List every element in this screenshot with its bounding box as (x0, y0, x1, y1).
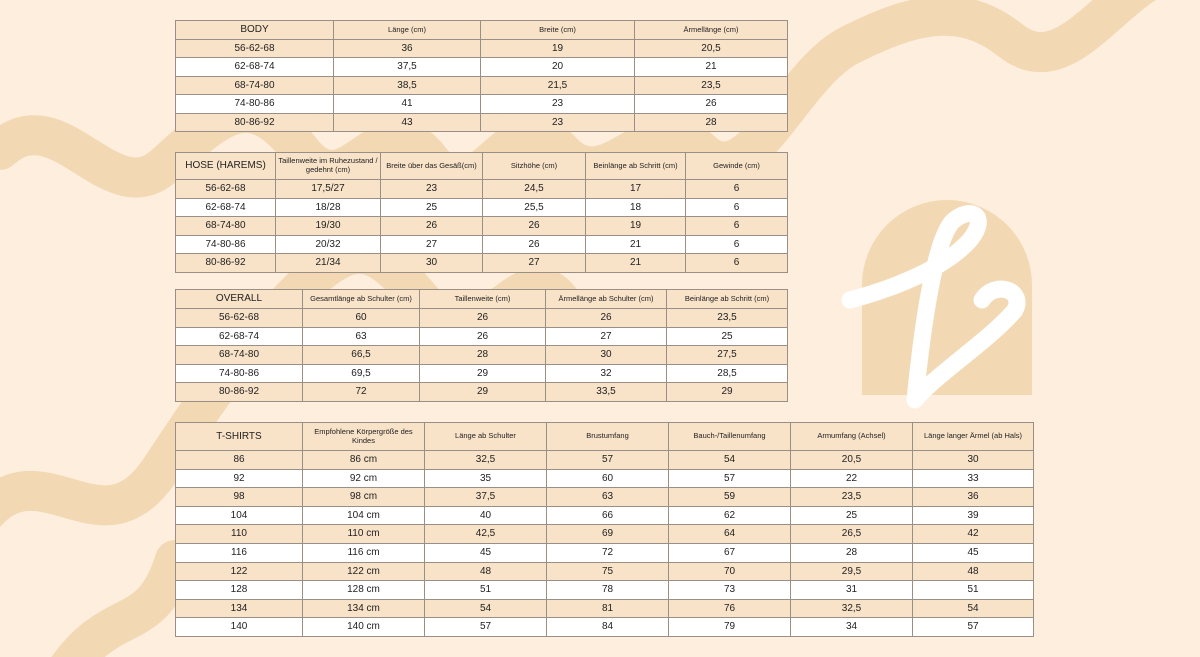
table-cell: 79 (669, 618, 791, 637)
table-header-cell: Sitzhöhe (cm) (483, 153, 586, 180)
table-cell: 23 (481, 95, 635, 113)
table-cell: 30 (546, 346, 667, 365)
size-label-cell: 74-80-86 (176, 235, 276, 254)
overall-size-table (175, 289, 788, 402)
table-cell: 48 (913, 562, 1034, 581)
table-row (176, 346, 788, 365)
table-row (176, 562, 1034, 581)
table-cell: 28 (420, 346, 546, 365)
size-label-cell: 62-68-74 (176, 198, 276, 217)
table-cell: 23,5 (635, 76, 788, 94)
size-label-cell: 74-80-86 (176, 364, 303, 383)
table-cell: 72 (547, 543, 669, 562)
table-cell: 67 (669, 543, 791, 562)
table-cell: 18/28 (276, 198, 381, 217)
table-header-row (176, 423, 1034, 451)
table-cell: 36 (334, 40, 481, 58)
table-cell: 26 (420, 309, 546, 328)
table-cell: 26 (483, 217, 586, 236)
table-header-cell: Empfohlene Körpergröße des Kindes (303, 423, 425, 451)
table-header-cell: Bauch-/Taillenumfang (669, 423, 791, 451)
table-cell: 27 (381, 235, 483, 254)
table-cell: 28 (635, 113, 788, 131)
table-cell: 72 (303, 383, 420, 402)
table-row (176, 327, 788, 346)
table-header-cell: Taillenweite im Ruhezustand / gedehnt (cm) (276, 153, 381, 180)
table-cell: 48 (425, 562, 547, 581)
table-row (176, 198, 788, 217)
table-cell: 69 (547, 525, 669, 544)
table-header-cell: Breite (cm) (481, 21, 635, 40)
table-header-cell: Ärmellänge ab Schulter (cm) (546, 290, 667, 309)
size-label-cell: 140 (176, 618, 303, 637)
table-cell: 24,5 (483, 180, 586, 199)
table-header-cell: Länge langer Ärmel (ab Hals) (913, 423, 1034, 451)
table-cell: 32,5 (791, 599, 913, 618)
table-cell: 104 cm (303, 506, 425, 525)
table-cell: 19 (481, 40, 635, 58)
tshirt-size-table (175, 422, 1034, 637)
size-label-cell: 56-62-68 (176, 180, 276, 199)
table-cell: 33,5 (546, 383, 667, 402)
table-cell: 29 (667, 383, 788, 402)
table-row (176, 254, 788, 273)
table-row (176, 235, 788, 254)
table-cell: 38,5 (334, 76, 481, 94)
table-row (176, 525, 1034, 544)
table-cell: 20/32 (276, 235, 381, 254)
table-row (176, 543, 1034, 562)
table-cell: 29,5 (791, 562, 913, 581)
table-header-cell: OVERALL (176, 290, 303, 309)
table-header-cell: Beinlänge ab Schritt (cm) (586, 153, 686, 180)
table-cell: 57 (547, 451, 669, 470)
table-cell: 98 cm (303, 488, 425, 507)
table-cell: 28,5 (667, 364, 788, 383)
table-cell: 122 cm (303, 562, 425, 581)
table-cell: 23 (481, 113, 635, 131)
size-label-cell: 68-74-80 (176, 76, 334, 94)
table-cell: 84 (547, 618, 669, 637)
table-cell: 63 (547, 488, 669, 507)
table-cell: 60 (547, 469, 669, 488)
table-cell: 36 (913, 488, 1034, 507)
table-row (176, 451, 1034, 470)
table-cell: 26 (381, 217, 483, 236)
table-header-cell: Gesamtlänge ab Schulter (cm) (303, 290, 420, 309)
table-row (176, 469, 1034, 488)
table-row (176, 40, 788, 58)
table-cell: 35 (425, 469, 547, 488)
table-row (176, 113, 788, 131)
table-row (176, 488, 1034, 507)
table-cell: 26 (420, 327, 546, 346)
table-cell: 21/34 (276, 254, 381, 273)
table-cell: 60 (303, 309, 420, 328)
table-cell: 134 cm (303, 599, 425, 618)
table-cell: 6 (686, 198, 788, 217)
table-cell: 22 (791, 469, 913, 488)
table-cell: 42,5 (425, 525, 547, 544)
size-label-cell: 128 (176, 581, 303, 600)
size-label-cell: 134 (176, 599, 303, 618)
size-label-cell: 98 (176, 488, 303, 507)
wave-decoration-bottom (60, 560, 175, 657)
table-cell: 54 (669, 451, 791, 470)
table-cell: 25 (667, 327, 788, 346)
table-row (176, 581, 1034, 600)
table-row (176, 599, 1034, 618)
table-cell: 32 (546, 364, 667, 383)
table-cell: 17,5/27 (276, 180, 381, 199)
table-row (176, 76, 788, 94)
table-cell: 17 (586, 180, 686, 199)
table-row (176, 58, 788, 76)
table-cell: 78 (547, 581, 669, 600)
table-cell: 28 (791, 543, 913, 562)
table-cell: 41 (334, 95, 481, 113)
table-cell: 29 (420, 383, 546, 402)
table-cell: 75 (547, 562, 669, 581)
table-cell: 63 (303, 327, 420, 346)
table-cell: 21,5 (481, 76, 635, 94)
table-cell: 20,5 (635, 40, 788, 58)
table-header-cell: Beinlänge ab Schritt (cm) (667, 290, 788, 309)
table-cell: 21 (586, 254, 686, 273)
table-cell: 66 (547, 506, 669, 525)
table-cell: 27,5 (667, 346, 788, 365)
table-header-cell: BODY (176, 21, 334, 40)
size-label-cell: 62-68-74 (176, 327, 303, 346)
table-row (176, 309, 788, 328)
table-cell: 37,5 (425, 488, 547, 507)
table-cell: 64 (669, 525, 791, 544)
table-row (176, 217, 788, 236)
table-cell: 34 (791, 618, 913, 637)
table-cell: 31 (791, 581, 913, 600)
table-row (176, 364, 788, 383)
table-header-cell: HOSE (HAREMS) (176, 153, 276, 180)
table-cell: 6 (686, 180, 788, 199)
table-cell: 110 cm (303, 525, 425, 544)
table-cell: 39 (913, 506, 1034, 525)
table-cell: 6 (686, 254, 788, 273)
size-label-cell: 80-86-92 (176, 113, 334, 131)
table-header-cell: T-SHIRTS (176, 423, 303, 451)
table-cell: 18 (586, 198, 686, 217)
table-cell: 30 (381, 254, 483, 273)
table-cell: 26 (546, 309, 667, 328)
table-header-cell: Ärmellänge (cm) (635, 21, 788, 40)
table-header-row (176, 290, 788, 309)
size-label-cell: 62-68-74 (176, 58, 334, 76)
table-cell: 92 cm (303, 469, 425, 488)
table-cell: 26 (483, 235, 586, 254)
size-label-cell: 80-86-92 (176, 254, 276, 273)
size-label-cell: 80-86-92 (176, 383, 303, 402)
table-header-cell: Gewinde (cm) (686, 153, 788, 180)
table-header-cell: Länge ab Schulter (425, 423, 547, 451)
table-header-row (176, 21, 788, 40)
table-cell: 59 (669, 488, 791, 507)
table-cell: 26 (635, 95, 788, 113)
table-header-cell: Brustumfang (547, 423, 669, 451)
size-label-cell: 56-62-68 (176, 309, 303, 328)
table-cell: 57 (669, 469, 791, 488)
table-cell: 57 (425, 618, 547, 637)
table-header-cell: Armumfang (Achsel) (791, 423, 913, 451)
table-cell: 62 (669, 506, 791, 525)
size-label-cell: 122 (176, 562, 303, 581)
table-cell: 27 (546, 327, 667, 346)
size-label-cell: 86 (176, 451, 303, 470)
size-label-cell: 92 (176, 469, 303, 488)
table-cell: 45 (425, 543, 547, 562)
size-label-cell: 56-62-68 (176, 40, 334, 58)
table-cell: 25 (381, 198, 483, 217)
size-label-cell: 74-80-86 (176, 95, 334, 113)
table-cell: 70 (669, 562, 791, 581)
table-cell: 19 (586, 217, 686, 236)
hose-size-table (175, 152, 788, 273)
table-header-cell: Breite über das Gesäß(cm) (381, 153, 483, 180)
table-cell: 54 (913, 599, 1034, 618)
table-cell: 76 (669, 599, 791, 618)
size-label-cell: 116 (176, 543, 303, 562)
table-cell: 57 (913, 618, 1034, 637)
table-cell: 21 (635, 58, 788, 76)
table-cell: 29 (420, 364, 546, 383)
table-header-cell: Länge (cm) (334, 21, 481, 40)
table-cell: 51 (425, 581, 547, 600)
table-cell: 81 (547, 599, 669, 618)
table-cell: 19/30 (276, 217, 381, 236)
table-cell: 33 (913, 469, 1034, 488)
table-cell: 20 (481, 58, 635, 76)
table-row (176, 95, 788, 113)
table-row (176, 180, 788, 199)
table-cell: 27 (483, 254, 586, 273)
size-label-cell: 68-74-80 (176, 217, 276, 236)
table-cell: 54 (425, 599, 547, 618)
table-header-cell: Taillenweite (cm) (420, 290, 546, 309)
table-header-row (176, 153, 788, 180)
table-cell: 26,5 (791, 525, 913, 544)
table-cell: 37,5 (334, 58, 481, 76)
table-cell: 32,5 (425, 451, 547, 470)
size-label-cell: 68-74-80 (176, 346, 303, 365)
table-cell: 116 cm (303, 543, 425, 562)
table-row (176, 506, 1034, 525)
table-cell: 43 (334, 113, 481, 131)
table-cell: 6 (686, 217, 788, 236)
table-cell: 128 cm (303, 581, 425, 600)
table-cell: 23 (381, 180, 483, 199)
table-cell: 69,5 (303, 364, 420, 383)
table-cell: 40 (425, 506, 547, 525)
table-row (176, 383, 788, 402)
size-label-cell: 110 (176, 525, 303, 544)
size-label-cell: 104 (176, 506, 303, 525)
table-cell: 42 (913, 525, 1034, 544)
table-cell: 21 (586, 235, 686, 254)
table-cell: 6 (686, 235, 788, 254)
table-cell: 25 (791, 506, 913, 525)
table-cell: 23,5 (791, 488, 913, 507)
table-row (176, 618, 1034, 637)
body-size-table (175, 20, 788, 132)
table-cell: 25,5 (483, 198, 586, 217)
table-cell: 20,5 (791, 451, 913, 470)
table-cell: 30 (913, 451, 1034, 470)
table-cell: 73 (669, 581, 791, 600)
table-cell: 23,5 (667, 309, 788, 328)
table-cell: 140 cm (303, 618, 425, 637)
table-cell: 86 cm (303, 451, 425, 470)
table-cell: 51 (913, 581, 1034, 600)
table-cell: 66,5 (303, 346, 420, 365)
table-cell: 45 (913, 543, 1034, 562)
